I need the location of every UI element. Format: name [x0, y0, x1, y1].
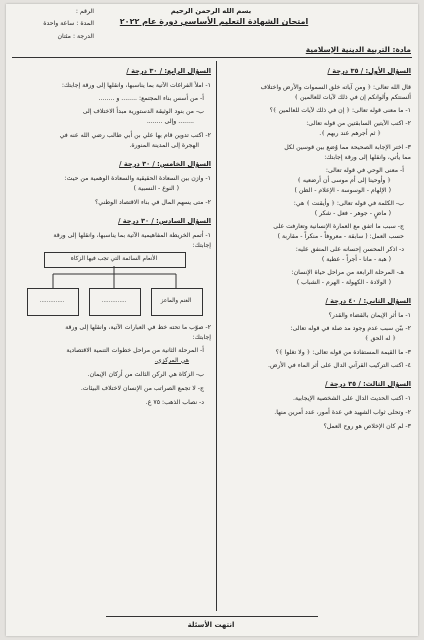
q5-item-1: ١- وازن بين السعادة الحقيقية والسعادة الوهمية من حيث: — [64, 175, 211, 182]
q2-item-3: ٣- ما القيمة المستفادة من قوله تعالى: ﴿ ولا تغلوا ﴾؟ — [275, 349, 411, 356]
map-top-label: الأنعام السائمة التي تجب فيها الزكاة — [70, 256, 158, 262]
q3-title: السؤال الثالث: / ٣٥ درجة / — [325, 380, 411, 388]
exam-title: امتحان الشهادة التعليم الأساسي دورة عام ٢٠٢٢ — [119, 17, 309, 26]
q6-item-2-b: ب- الزكاة هي الركن الثالث من أركان الإيمان. — [87, 371, 204, 378]
q2-item-2: ٢- بيّن سبب عدم وجود مد صلة في قوله تعالى: — [290, 325, 411, 332]
q1-item-3b: مما يأتي، وانقلها إلى ورقة إجابتك: — [324, 154, 411, 161]
q6-item-2-c: ج- لا تجمع الصراتب من الإنسان لاختلاف البيئات. — [80, 385, 204, 392]
subject-label: مادة: التربية الدينية الإسلامية — [305, 45, 411, 54]
map-right-label: الغنم والماعز — [160, 298, 192, 304]
q1-a-options: ( الإلهام - الوسوسة - الإعلام - الظن ) — [294, 187, 391, 194]
q6-item-2b: إجابتك: — [192, 334, 211, 341]
q1-item-2: ٢- اكتب الآيتين السابقتين من قوله تعالى: — [306, 120, 411, 127]
q5-title: السؤال الخامس: / ٣٠ درجة / — [119, 160, 211, 168]
q1-c-options: حسب العمل: ( سابقة - معروفاً - منكراً - مقاربة ) — [277, 233, 404, 240]
q1-e: هـ- المرحلة الرابعة من مراحل حياة الإنسان: — [291, 269, 404, 276]
q6-item-2-a2: هي المركزي. — [154, 357, 189, 364]
score-label: الدرجة : مئتان — [57, 33, 94, 40]
q6-item-1b: إجابتك: — [192, 242, 211, 249]
q1-item-2b: ﴿ ثم أجرهم عند ربهم ﴾. — [319, 130, 381, 137]
q6-title: السؤال السادس: / ٣٠ درجة / — [118, 217, 211, 225]
q1-item-1: ١- ما معنى قوله تعالى: ﴿ إن في ذلك لآيات للعالمين ﴾؟ — [269, 107, 411, 114]
q3-item-3: ٣- لم كان الإخلاص هو روح العمل؟ — [323, 423, 411, 430]
q1-b: ب- الكلمة في قوله تعالى: ﴿ وأيقنت ﴾ هي: — [293, 200, 404, 207]
number-label: الرقم : — [75, 8, 94, 15]
q6-item-2-a: أ- المرحلة الثانية من مراحل خطوات التنمية الاقتصادية — [66, 347, 204, 354]
duration-label: المدة : ساعة واحدة — [43, 20, 94, 27]
header-divider — [12, 57, 412, 58]
q1-a-verse: ﴿ وأوحينا إلى أم موسى أن أرضعيه ﴾ — [297, 177, 391, 184]
q1-e-options: ( الولادة - الكهولة - الهرم - الشباب ) — [296, 279, 391, 286]
q2-item-2b: ﴿ له الحق ﴾ — [364, 335, 396, 342]
column-divider — [216, 61, 217, 611]
q1-item-3: ٣- اختر الإجابة الصحيحة مما وُضع بين قوسين لكل — [284, 144, 411, 151]
q4-item-1b2: ........ وإلى ........ — [146, 118, 194, 125]
q6-item-2-d: د- نصاب الذهب: ٧٥ غ. — [145, 399, 204, 406]
exam-sheet — [6, 4, 418, 636]
q5-item-1b: ( النوع - النسبية ) — [133, 185, 179, 192]
q1-c: ج- سبب ما اتفق مع العمارة الإنسانية وتعارفت على — [273, 223, 404, 230]
q4-item-1: ١- املأ الفراغات الآتية بما يناسبها، وانقلها إلى ورقة إجابتك: — [61, 82, 211, 89]
q4-item-2b: الهجرة إلى المدينة المنورة. — [129, 142, 199, 149]
q2-item-1: ١- ما أثر الإيمان بالقضاء والقدر؟ — [328, 312, 411, 319]
end-text: انتهت الأسئلة — [187, 621, 235, 629]
q2-title: السؤال الثاني: / ٤٠ درجة / — [325, 297, 411, 305]
q1-verse-a: قال الله تعالى: ﴿ ومن آياته خلق السموات والأرض واختلاف — [260, 84, 411, 91]
q1-d: د- اذكر المحسن إحسانه على المنفق عليه: — [295, 246, 404, 253]
q6-item-2: ٢- صوّب ما تحته خط في العبارات الآتية، وانقلها إلى ورقة — [65, 324, 211, 331]
q4-title: السؤال الرابع: / ٣٠ درجة / — [126, 67, 211, 75]
q4-item-2: ٢- اكتب تدوين قام بها علي بن أبي طالب رضي الله عنه في — [59, 132, 211, 139]
map-mid-blank: .............. — [101, 298, 127, 304]
q4-item-1a: أ- من أسس بناء المجتمع: ........ و ........ — [98, 95, 204, 102]
q1-d-options: ( هبة - مانا - أجراً - عطية ) — [321, 256, 391, 263]
q6-item-1: ١- أتمم الخريطة المفاهيمية الآتية بما يناسبها، وانقلها إلى ورقة — [53, 232, 211, 239]
q3-item-1: ١- اكتب الحديث الدال على الشخصية الإيجابية. — [293, 395, 411, 402]
footer-divider — [106, 616, 318, 617]
q2-item-4: ٤- اكتب التركيب القرآني الدال على أثر الماء في الأرض. — [268, 362, 411, 369]
q4-item-1b: ب- من بنود الوثيقة الدستورية مبدأ الاختلاف إلى — [82, 108, 204, 115]
q1-title: السؤال الأول: / ٣٥ درجة / — [327, 67, 411, 75]
q3-item-2: ٢- وتحلى ثواب الشهيد في عدة أمور، عدد أمرين منها. — [274, 409, 411, 416]
q1-a: أ- معنى الوحي في قوله تعالى: — [325, 167, 404, 174]
q5-item-2: ٢- متى يسهم المال في بناء الاقتصاد الوطني؟ — [94, 199, 211, 206]
basmala: بسم الله الرحمن الرحيم — [170, 7, 252, 15]
map-left-blank: .............. — [39, 298, 65, 304]
q1-b-options: ( ماضٍ - جوهر - فعل - شكر ) — [314, 210, 391, 217]
q1-verse-b: ألسنتكم وألوانكم إن في ذلك لآيات للعالمين ﴾ — [294, 94, 411, 101]
